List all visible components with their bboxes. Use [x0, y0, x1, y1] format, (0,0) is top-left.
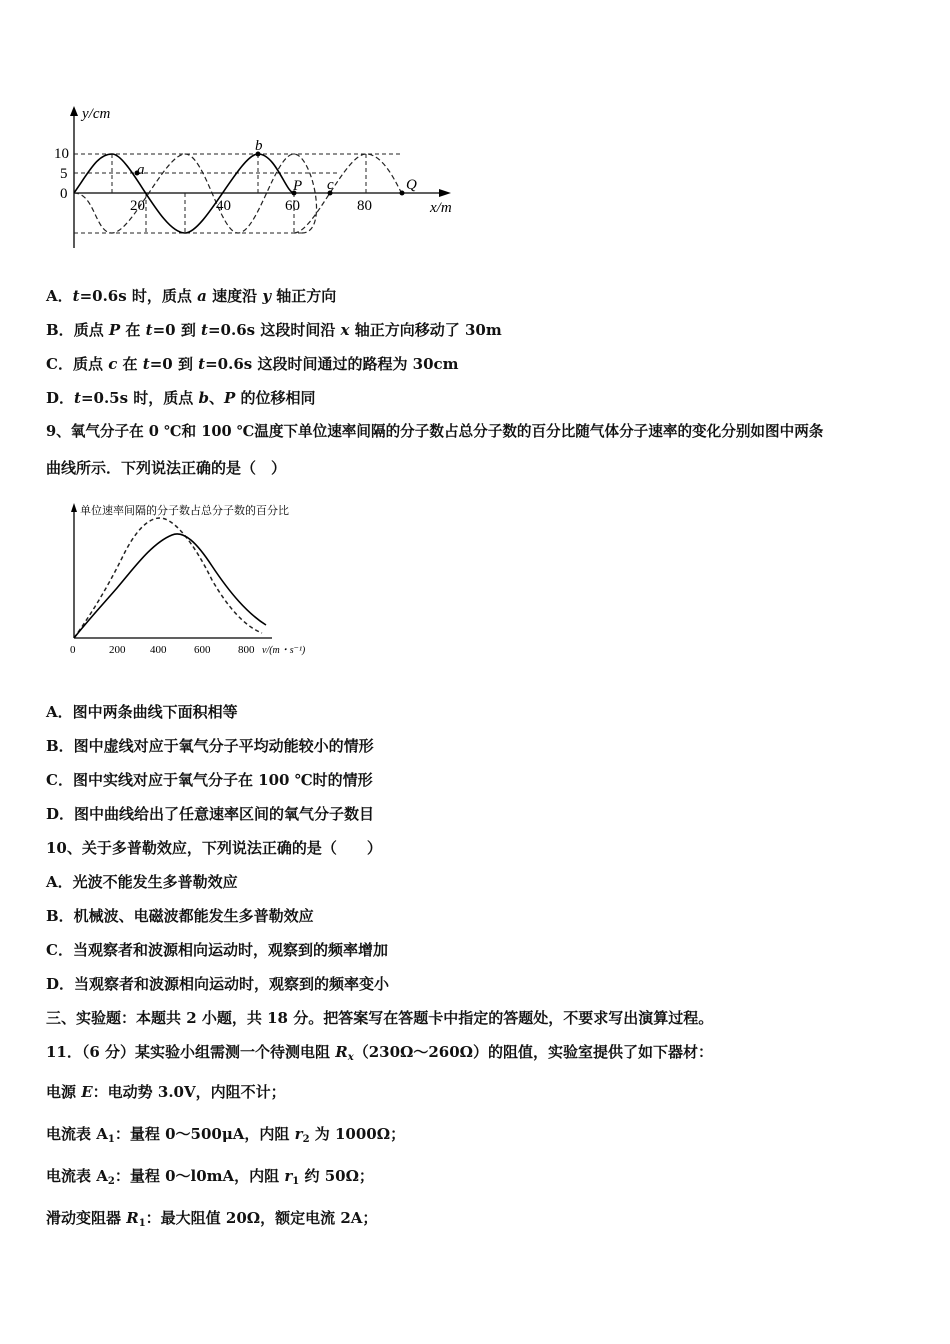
- q9-option-b: B．图中虚线对应于氧气分子平均动能较小的情形: [46, 737, 374, 755]
- chart-x-unit: v/(m・s⁻¹): [262, 645, 306, 656]
- wave-x-label: x/m: [430, 200, 452, 216]
- q9-stem-line2: 曲线所示．下列说法正确的是（ ）: [46, 459, 287, 477]
- wave-y-tick-10: 10: [54, 146, 69, 162]
- point-p-label: P: [293, 178, 303, 194]
- point-q-dot: [400, 191, 405, 196]
- q10-option-d: D．当观察者和波源相向运动时，观察到的频率变小: [46, 975, 390, 993]
- chart-title: 单位速率间隔的分子数占总分子数的百分比: [80, 505, 289, 517]
- q11-stem: 11．（6 分）某实验小组需测一个待测电阻 $R_x(230\Omega\sim 260\Omega)$的阻值，实验室提供了如下器材：: [46, 1043, 714, 1063]
- q10-option-b: B．机械波、电磁波都能发生多普勒效应: [46, 907, 314, 925]
- q9-stem-line1: 9、氧气分子在 0 ℃和 100 ℃温度下单位速率间隔的分子数占总分子数的百分比随气体分子速率的变化分别如图中两条: [46, 423, 824, 440]
- curve-solid-100c: [74, 534, 266, 638]
- q10-option-c: C．当观察者和波源相向运动时，观察到的频率增加: [46, 941, 388, 959]
- q9-option-d: D．图中曲线给出了任意速率区间的氧气分子数目: [46, 805, 375, 823]
- q8-option-c: C．质点 c 在 t=0 到 t=0.6s 这段时间通过的路程为 30cm: [46, 355, 459, 373]
- q11-item-power-source: 电源 E：电动势 3.0V，内阻不计；: [46, 1083, 286, 1101]
- wave-x-tick-80: 80: [357, 198, 372, 214]
- point-b-label: b: [255, 138, 263, 154]
- chart-x-tick-600: 600: [194, 644, 211, 656]
- point-c-label: c: [327, 177, 334, 193]
- chart-x-tick-200: 200: [109, 644, 126, 656]
- q11-item-rheostat-r1: 滑动变阻器 $R_1$：最大阻值 20Ω，额定电流 2A；: [46, 1209, 378, 1229]
- q11-item-ammeter-a1: 电流表 $A_1$：量程 0～500μA，内阻 $r_2$ 为 1000Ω；: [46, 1125, 406, 1145]
- wave-x-arrow: [439, 189, 451, 197]
- wave-x-tick-60: 60: [285, 198, 300, 214]
- wave-x-tick-40: 40: [216, 198, 231, 214]
- wave-y-label: y/cm: [82, 106, 111, 122]
- chart-x-tick-0: 0: [70, 644, 76, 656]
- q8-option-d: D．t=0.5s 时，质点 b、P 的位移相同: [46, 389, 316, 407]
- wave-y-arrow: [70, 106, 78, 116]
- chart-x-tick-400: 400: [150, 644, 167, 656]
- q9-option-c: C．图中实线对应于氧气分子在 100 ℃时的情形: [46, 771, 373, 789]
- q10-stem: 10、关于多普勒效应，下列说法正确的是（ ）: [46, 839, 382, 857]
- q9-option-a: A．图中两条曲线下面积相等: [46, 703, 238, 721]
- q8-option-a: A．t=0.6s 时，质点 a 速度沿 y 轴正方向: [46, 287, 337, 305]
- wave-y-tick-0: 0: [60, 186, 68, 202]
- point-a-label: a: [137, 162, 145, 178]
- q8-option-b: B．质点 P 在 t=0 到 t=0.6s 这段时间沿 x 轴正方向移动了 30m: [46, 321, 502, 339]
- wave-y-tick-5: 5: [60, 166, 68, 182]
- wave-figure: [40, 100, 470, 260]
- section3-heading: 三、实验题：本题共 2 小题，共 18 分。把答案写在答题卡中指定的答题处，不要求写出演算过程。: [46, 1009, 714, 1027]
- q10-option-a: A．光波不能发生多普勒效应: [46, 873, 238, 891]
- point-q-label: Q: [406, 177, 417, 193]
- q11-item-ammeter-a2: 电流表 $A_2$：量程 0～l0mA，内阻 $r_1$ 约 50Ω；: [46, 1167, 374, 1187]
- chart-y-arrow: [71, 503, 77, 512]
- wave-x-tick-20: 20: [130, 198, 145, 214]
- maxwell-distribution-chart: [62, 498, 332, 666]
- chart-x-tick-800: 800: [238, 644, 255, 656]
